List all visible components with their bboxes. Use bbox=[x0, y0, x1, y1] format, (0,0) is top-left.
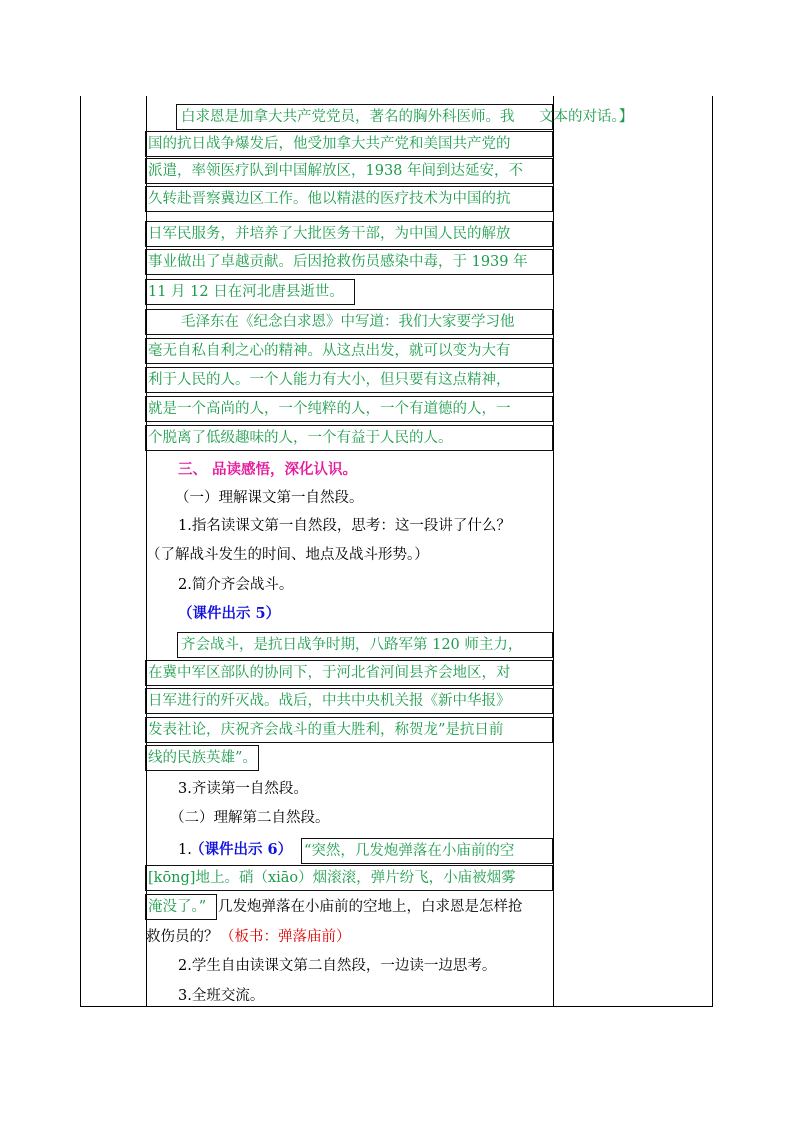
table-column-divider-2 bbox=[553, 96, 554, 1007]
item-2-2: 2.学生自由读课文第二自然段，一边读一边思考。 bbox=[178, 958, 497, 974]
item-2-3: 3.全班交流。 bbox=[178, 988, 265, 1004]
quote-line: 在冀中军区部队的协同下，于河北省河间县齐会地区，对 bbox=[148, 665, 511, 681]
blackboard-note: （板书：弹落庙前） bbox=[220, 929, 351, 945]
item-2-1-question-end: 救伤员的？ bbox=[146, 929, 219, 945]
quote-line: 齐会战斗，是抗日战争时期，八路军第 120 师主力， bbox=[181, 637, 523, 653]
subheading-2: （二）理解第二自然段。 bbox=[170, 810, 330, 826]
quote-line: 毛泽东在《纪念白求恩》中写道：我们大家要学习他 bbox=[181, 314, 515, 330]
quote-line: 毫无自私自利之心的精神。从这点出发，就可以变为大有 bbox=[148, 343, 511, 359]
table-border-right bbox=[712, 96, 713, 1007]
quote-line: 发表社论，庆祝齐会战斗的重大胜利，称贺龙”是抗日前 bbox=[148, 722, 504, 738]
item-2-1-question: 几发炮弹落在小庙前的空地上，白求恩是怎样抢 bbox=[218, 899, 523, 915]
subheading-1: （一）理解课文第一自然段。 bbox=[175, 490, 364, 506]
section-heading-3: 三、 品读感悟，深化认识。 bbox=[178, 461, 358, 478]
item-1-3: 3.齐读第一自然段。 bbox=[178, 781, 308, 797]
courseware-5: （课件出示 5） bbox=[178, 605, 281, 622]
table-border-left bbox=[80, 96, 81, 1007]
quote-line: 事业做出了卓越贡献。后因抢救伤员感染中毒，于 1939 年 bbox=[148, 254, 528, 270]
quote-line: “突然，几发炮弹落在小庙前的空 bbox=[304, 843, 515, 859]
item-1-2: 2.简介齐会战斗。 bbox=[178, 577, 294, 593]
quote-line: 白求恩是加拿大共产党党员，著名的胸外科医师。我 bbox=[181, 109, 515, 125]
quote-line: 日军进行的歼灭战。战后，中共中央机关报《新中华报》 bbox=[148, 693, 511, 709]
quote-line: 久转赴晋察冀边区工作。他以精湛的医疗技术为中国的抗 bbox=[148, 191, 511, 207]
quote-line: 就是一个高尚的人，一个纯粹的人，一个有道德的人，一 bbox=[148, 401, 511, 417]
item-1-1: 1.指名读课文第一自然段，思考：这一段讲了什么？ bbox=[178, 518, 511, 534]
quote-line: 国的抗日战争爆发后，他受加拿大共产党和美国共产党的 bbox=[148, 136, 511, 152]
quote-line: 11 月 12 日在河北唐县逝世。 bbox=[148, 284, 344, 300]
item-2-1-number: 1. bbox=[178, 842, 192, 858]
courseware-6: （课件出示 6） bbox=[190, 841, 293, 858]
quote-line: 日军民服务，并培养了大批医务干部，为中国人民的解放 bbox=[148, 226, 511, 242]
quote-line: 派遣，率领医疗队到中国解放区，1938 年间到达延安，不 bbox=[148, 163, 524, 179]
quote-line: [kōng]地上。硝（xiāo）烟滚滚，弹片纷飞，小庙被烟雾 bbox=[148, 870, 516, 886]
quote-line: 淹没了。” bbox=[148, 899, 207, 915]
side-note: 文本的对话。】 bbox=[539, 109, 634, 125]
quote-line: 个脱离了低级趣味的人，一个有益于人民的人。 bbox=[148, 430, 453, 446]
item-1-1-note: （了解战斗发生的时间、地点及战斗形势。） bbox=[146, 547, 429, 563]
quote-line: 线的民族英雄”。 bbox=[148, 750, 257, 766]
table-border-bottom bbox=[80, 1006, 713, 1007]
quote-line: 利于人民的人。一个人能力有大小，但只要有这点精神， bbox=[148, 372, 511, 388]
